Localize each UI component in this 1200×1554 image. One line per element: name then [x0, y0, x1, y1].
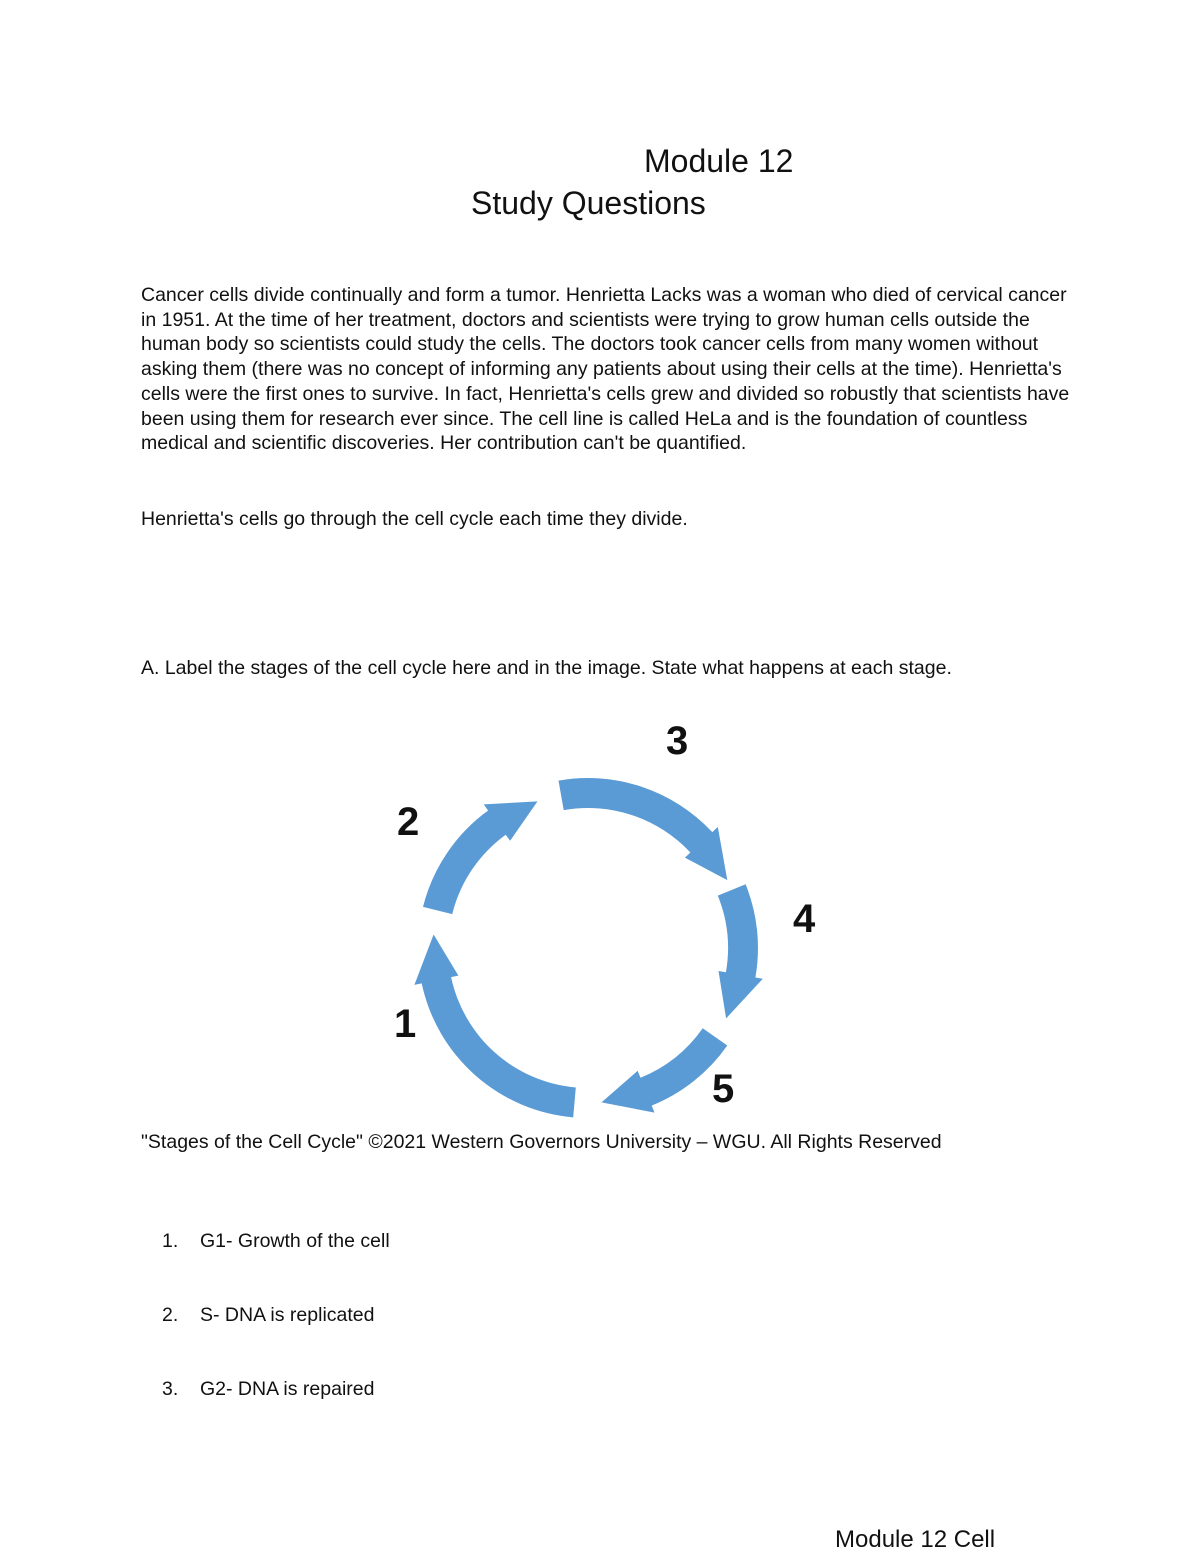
footer-label: Module 12 Cell — [835, 1526, 996, 1553]
answer-number: 3. — [162, 1378, 179, 1400]
arrow-stage-5 — [602, 1028, 728, 1112]
arrow-stage-4 — [718, 884, 763, 1018]
stage-label-2: 2 — [397, 800, 420, 844]
stage-label-1: 1 — [394, 1002, 417, 1046]
cycle-sentence: Henrietta's cells go through the cell cycle each time they divide. — [141, 508, 688, 530]
answer-item — [162, 1303, 374, 1327]
intro-paragraph: Cancer cells divide continually and form a tumor. Henrietta Lacks was a woman who died of cervical cancer in 1951. At the time of her treatment, doctors and scientists were trying to grow human cells outside the human body so scientists could study the cells. The doctors took cancer cells from many women without asking them (there was no concept of informing any patients about using their cells at the time). Henrietta's cells were the first ones to survive. In fact, Henrietta's cells grew and divided so robustly that scientists have been using them for research ever since. The cell line is called HeLa and is the foundation of countless medical and scientific discoveries. Her contribution can't be quantified. — [141, 284, 1070, 455]
arrow-stage-1 — [414, 935, 575, 1118]
question-a: A. Label the stages of the cell cycle here and in the image. State what happens at each stage. — [141, 657, 952, 679]
stage-label-3: 3 — [666, 719, 689, 763]
answer-text: S- DNA is replicated — [200, 1304, 375, 1326]
arrow-stage-3 — [559, 778, 728, 880]
image-caption: "Stages of the Cell Cycle" ©2021 Western Governors University – WGU. All Rights Reserved — [141, 1131, 942, 1153]
answer-text: G2- DNA is repaired — [200, 1378, 375, 1400]
answer-item — [162, 1377, 374, 1401]
arrow-stage-2 — [423, 801, 538, 914]
stage-label-5: 5 — [712, 1067, 735, 1111]
stage-label-4: 4 — [793, 897, 816, 941]
answer-number: 2. — [162, 1304, 179, 1326]
page-title-line-2: Study Questions — [471, 185, 706, 221]
answer-number: 1. — [162, 1230, 179, 1252]
answer-text: G1- Growth of the cell — [200, 1230, 390, 1252]
cycle-arrows — [414, 778, 762, 1117]
answer-item — [162, 1229, 390, 1253]
page-title-line-1: Module 12 — [644, 143, 794, 179]
cell-cycle-diagram — [370, 712, 816, 1128]
